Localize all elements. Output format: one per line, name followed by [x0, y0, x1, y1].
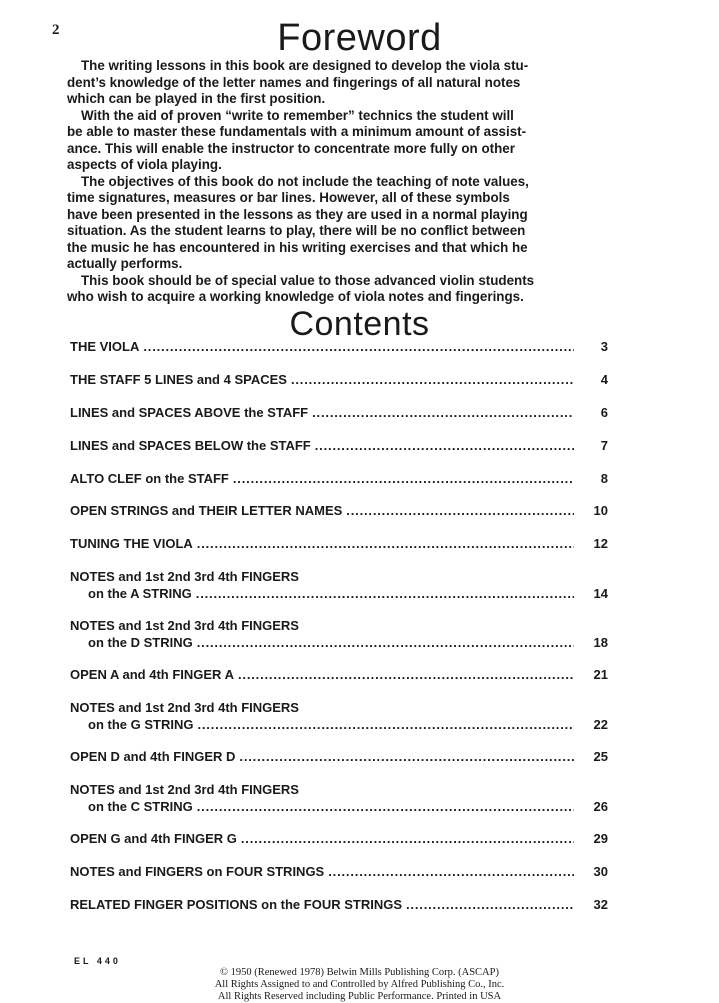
toc-entry: [70, 437, 608, 455]
foreword-line: dent’s knowledge of the letter names and fingerings of all natural notes: [67, 74, 521, 90]
toc-page-number: 14: [593, 586, 608, 601]
toc-entry-title: NOTES and 1st 2nd 3rd 4th FINGERS: [70, 618, 299, 633]
toc-entry-title: NOTES and 1st 2nd 3rd 4th FINGERS: [70, 782, 299, 797]
toc-page-number: 7: [600, 438, 608, 453]
dot-leader: [233, 470, 574, 488]
toc-page-number: 10: [593, 503, 608, 518]
foreword-line: actually performs.: [67, 256, 183, 271]
toc-entry: [70, 699, 608, 734]
toc-entry: [70, 748, 608, 766]
toc-page-number: 18: [593, 635, 608, 650]
dot-leader: [312, 404, 574, 422]
foreword-line: With the aid of proven “write to remember” technics the student will: [81, 107, 514, 123]
toc-entry-title: TUNING THE VIOLA: [70, 536, 193, 551]
toc-entry-title: RELATED FINGER POSITIONS on the FOUR STRINGS: [70, 897, 402, 912]
toc-page-number: 6: [600, 405, 608, 420]
toc-entry: [70, 666, 608, 684]
dot-leader: [197, 798, 574, 816]
toc-entry-title: THE VIOLA: [70, 339, 140, 354]
dot-leader: [239, 748, 574, 766]
foreword-line: time signatures, measures or bar lines. However, all of these symbols: [67, 190, 510, 205]
toc-entry: [70, 502, 608, 520]
dot-leader: [291, 371, 574, 389]
toc-entry: [70, 338, 608, 356]
toc-entry: [70, 568, 608, 603]
toc-entry: [70, 863, 608, 881]
toc-entry-title: OPEN A and 4th FINGER A: [70, 667, 234, 682]
toc-page-number: 22: [593, 717, 608, 732]
toc-entry-title: THE STAFF 5 LINES and 4 SPACES: [70, 372, 287, 387]
toc-entry-subtitle: on the G STRING: [88, 717, 194, 732]
foreword-line: which can be played in the first position.: [67, 91, 326, 106]
toc-entry: [70, 830, 608, 848]
toc-entry-title: LINES and SPACES ABOVE the STAFF: [70, 405, 309, 420]
dot-leader: [238, 666, 574, 684]
copyright-line: © 1950 (Renewed 1978) Belwin Mills Publishing Corp. (ASCAP): [220, 967, 499, 978]
foreword-paragraph: [67, 108, 607, 174]
toc-entry: [70, 470, 608, 488]
toc-entry-title: ALTO CLEF on the STAFF: [70, 471, 229, 486]
toc-page-number: 30: [593, 864, 608, 879]
toc-entry-subtitle: on the A STRING: [88, 586, 192, 601]
toc-page-number: 8: [600, 471, 608, 486]
dot-leader: [328, 863, 574, 881]
toc-page-number: 4: [600, 372, 608, 387]
toc-entry-title: NOTES and 1st 2nd 3rd 4th FINGERS: [70, 700, 299, 715]
toc-entry: [70, 371, 608, 389]
toc-entry: [70, 617, 608, 652]
toc-entry-title: NOTES and 1st 2nd 3rd 4th FINGERS: [70, 569, 299, 584]
foreword-paragraph: [67, 273, 607, 306]
copyright-line: All Rights Assigned to and Controlled by Alfred Publishing Co., Inc.: [214, 979, 505, 990]
foreword-line: have been presented in the lessons as they are used in a normal playing: [67, 206, 528, 222]
toc-page-number: 29: [593, 831, 608, 846]
toc-entry: [70, 781, 608, 816]
toc-page-number: 21: [593, 667, 608, 682]
toc-entry-title: LINES and SPACES BELOW the STAFF: [70, 438, 311, 453]
dot-leader: [241, 830, 574, 848]
toc-page-number: 32: [593, 897, 608, 912]
toc-entry-title: OPEN D and 4th FINGER D: [70, 749, 236, 764]
foreword-text: [67, 58, 607, 306]
dot-leader: [315, 437, 574, 455]
copyright-notice: [0, 967, 719, 1003]
catalog-code: EL 440: [74, 956, 121, 966]
copyright-line: All Rights Reserved including Public Performance. Printed in USA: [217, 991, 502, 1002]
foreword-line: the music he has encountered in his writing exercises and that which he: [67, 239, 528, 255]
dot-leader: [196, 585, 574, 603]
dot-leader: [143, 338, 574, 356]
toc-entry: [70, 896, 608, 914]
foreword-line: This book should be of special value to those advanced violin students: [81, 272, 535, 288]
foreword-line: aspects of viola playing.: [67, 157, 222, 172]
foreword-paragraph: [67, 174, 607, 273]
foreword-line: The objectives of this book do not include the teaching of note values,: [81, 173, 529, 189]
toc-entry: [70, 404, 608, 422]
foreword-line: situation. As the student learns to play, there will be no conflict between: [67, 223, 526, 238]
dot-leader: [346, 502, 574, 520]
dot-leader: [406, 896, 574, 914]
foreword-paragraph: [67, 58, 607, 108]
foreword-line: ance. This will enable the instructor to concentrate more fully on other: [67, 140, 515, 156]
foreword-line: The writing lessons in this book are designed to develop the viola stu-: [81, 58, 529, 73]
dot-leader: [197, 535, 574, 553]
toc-entry-title: NOTES and FINGERS on FOUR STRINGS: [70, 864, 325, 879]
foreword-line: be able to master these fundamentals with a minimum amount of assist-: [67, 124, 527, 139]
dot-leader: [197, 716, 574, 734]
toc-entry: [70, 535, 608, 553]
foreword-title: Foreword: [277, 17, 442, 59]
toc-page-number: 12: [593, 536, 608, 551]
toc-entry-subtitle: on the C STRING: [88, 799, 193, 814]
foreword-line: who wish to acquire a working knowledge of viola notes and fingerings.: [67, 289, 524, 304]
toc-entry-title: OPEN STRINGS and THEIR LETTER NAMES: [70, 503, 343, 518]
toc-page-number: 25: [593, 749, 608, 764]
contents-title: Contents: [289, 305, 430, 343]
page-number: 2: [52, 22, 60, 38]
dot-leader: [197, 634, 574, 652]
toc-entry-title: OPEN G and 4th FINGER G: [70, 831, 237, 846]
toc-entry-subtitle: on the D STRING: [88, 635, 193, 650]
toc-page-number: 26: [593, 799, 608, 814]
toc-page-number: 3: [600, 339, 608, 354]
